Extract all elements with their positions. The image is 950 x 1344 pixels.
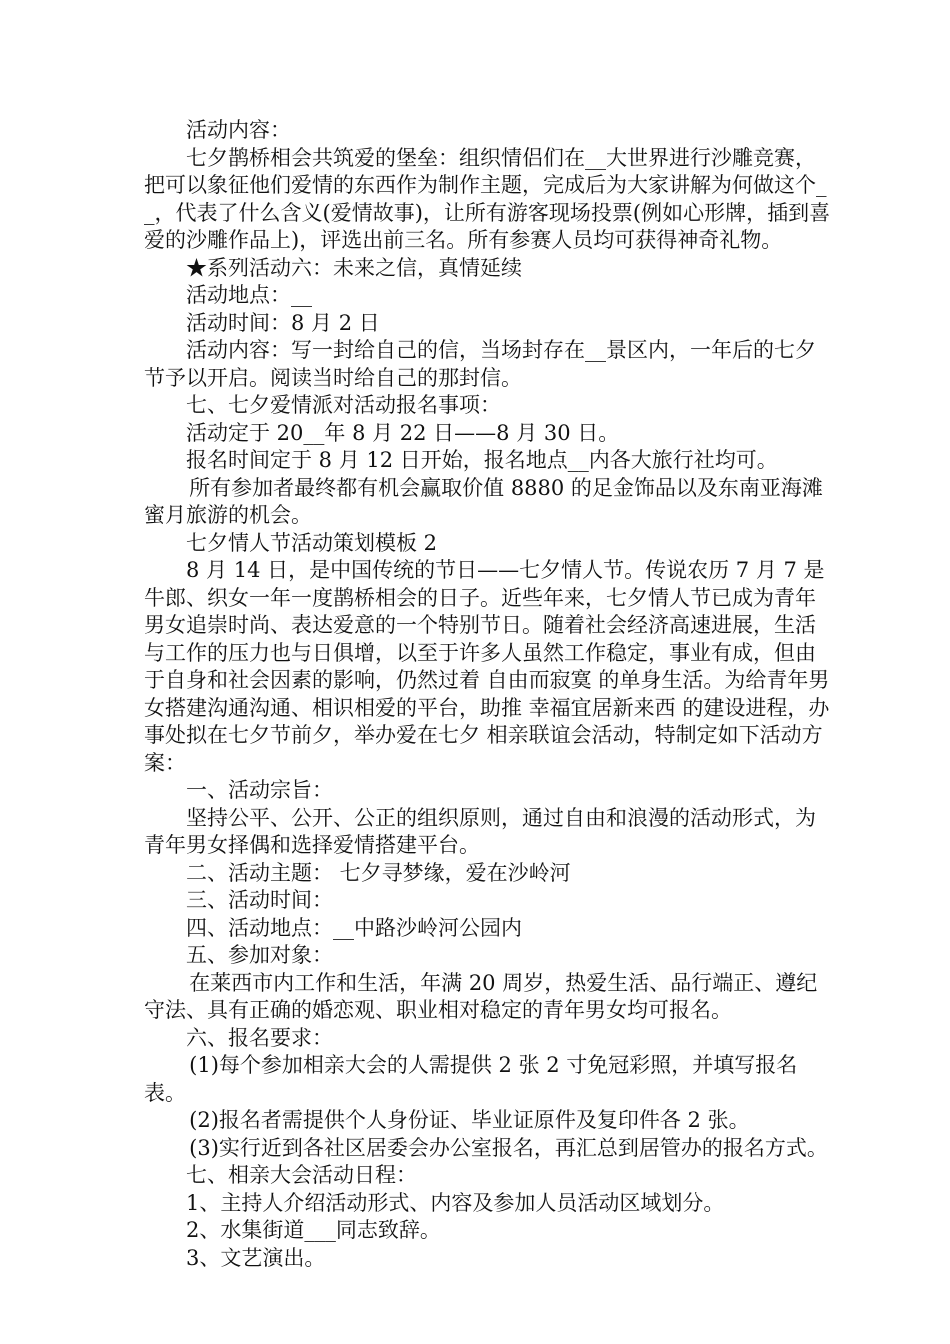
section-heading: 二、活动主题： 七夕寻梦缘，爱在沙岭河 (186, 860, 571, 885)
document-body (144, 117, 834, 1272)
list-item: (3)实行近到各社区居委会办公室报名，再汇总到居管办的报名方式。 (189, 1135, 828, 1160)
section-heading: 四、活动地点：__中路沙岭河公园内 (186, 915, 522, 940)
paragraph: 8 月 14 日，是中国传统的节日——七夕情人节。传说农历 7 月 7 是牛郎、织女一年一度鹊桥相会的日子。近些年来，七夕情人节已成为青年男女追崇时尚、表达爱意的一个特别节日。随着社会经济高速进展，生活与工作的压力也与日俱增，以至于许多人虽然工作稳定，事业有成，但由于自身和社会因素的影响，仍然过着 自由而寂寞 的单身生活。为给青年男女搭建沟通沟通、相识相爱的平台，助推 幸福宜居新来西 的建设进程，办事处拟在七夕节前夕，举办爱在七夕 相亲联谊会活动，特制定如下活动方案： (144, 558, 830, 775)
paragraph: ★系列活动六：未来之信，真情延续 (186, 255, 522, 280)
section-title: 七夕情人节活动策划模板 2 (186, 530, 438, 555)
section-heading: 六、报名要求： (186, 1025, 333, 1050)
paragraph: 活动地点：__ (186, 283, 312, 307)
paragraph: 活动定于 20__年 8 月 22 日——8 月 30 日。 (186, 420, 620, 445)
paragraph: 七、七夕爱情派对活动报名事项： (186, 393, 501, 417)
section-heading: 一、活动宗旨： (186, 778, 333, 802)
list-item: (1)每个参加相亲大会的人需提供 2 张 2 寸免冠彩照，并填写报名表。 (144, 1053, 798, 1105)
list-item: 3、文艺演出。 (186, 1245, 326, 1270)
list-item: 1、主持人介绍活动形式、内容及参加人员活动区域划分。 (186, 1190, 725, 1215)
section-heading: 七、相亲大会活动日程： (186, 1163, 417, 1187)
section-heading: 五、参加对象： (186, 943, 333, 967)
paragraph: 七夕鹊桥相会共筑爱的堡垒：组织情侣们在__大世界进行沙雕竞赛，把可以象征他们爱情的东西作为制作主题，完成后为大家讲解为何做这个__，代表了什么含义(爱情故事)，让所有游客现场投票(例如心形牌，插到喜爱的沙雕作品上)，评选出前三名。所有参赛人员均可获得神奇礼物。 (144, 145, 831, 252)
paragraph: 在莱西市内工作和生活，年满 20 周岁，热爱生活、品行端正、遵纪守法、具有正确的婚恋观、职业相对稳定的青年男女均可报名。 (144, 970, 818, 1022)
paragraph: 活动时间：8 月 2 日 (186, 310, 380, 335)
paragraph: 活动内容：写一封给自己的信，当场封存在__景区内，一年后的七夕节予以开启。阅读当时给自己的那封信。 (144, 338, 816, 390)
paragraph: 活动内容： (186, 118, 291, 142)
paragraph: 报名时间定于 8 月 12 日开始，报名地点__内各大旅行社均可。 (186, 448, 778, 472)
section-heading: 三、活动时间： (186, 888, 333, 912)
list-item: 2、水集街道___同志致辞。 (186, 1218, 441, 1242)
paragraph: 所有参加者最终都有机会赢取价值 8880 的足金饰品以及东南亚海滩蜜月旅游的机会。 (144, 475, 823, 527)
list-item: (2)报名者需提供个人身份证、毕业证原件及复印件各 2 张。 (189, 1108, 750, 1132)
paragraph: 坚持公平、公开、公正的组织原则，通过自由和浪漫的活动形式，为青年男女择偶和选择爱情搭建平台。 (144, 805, 816, 857)
